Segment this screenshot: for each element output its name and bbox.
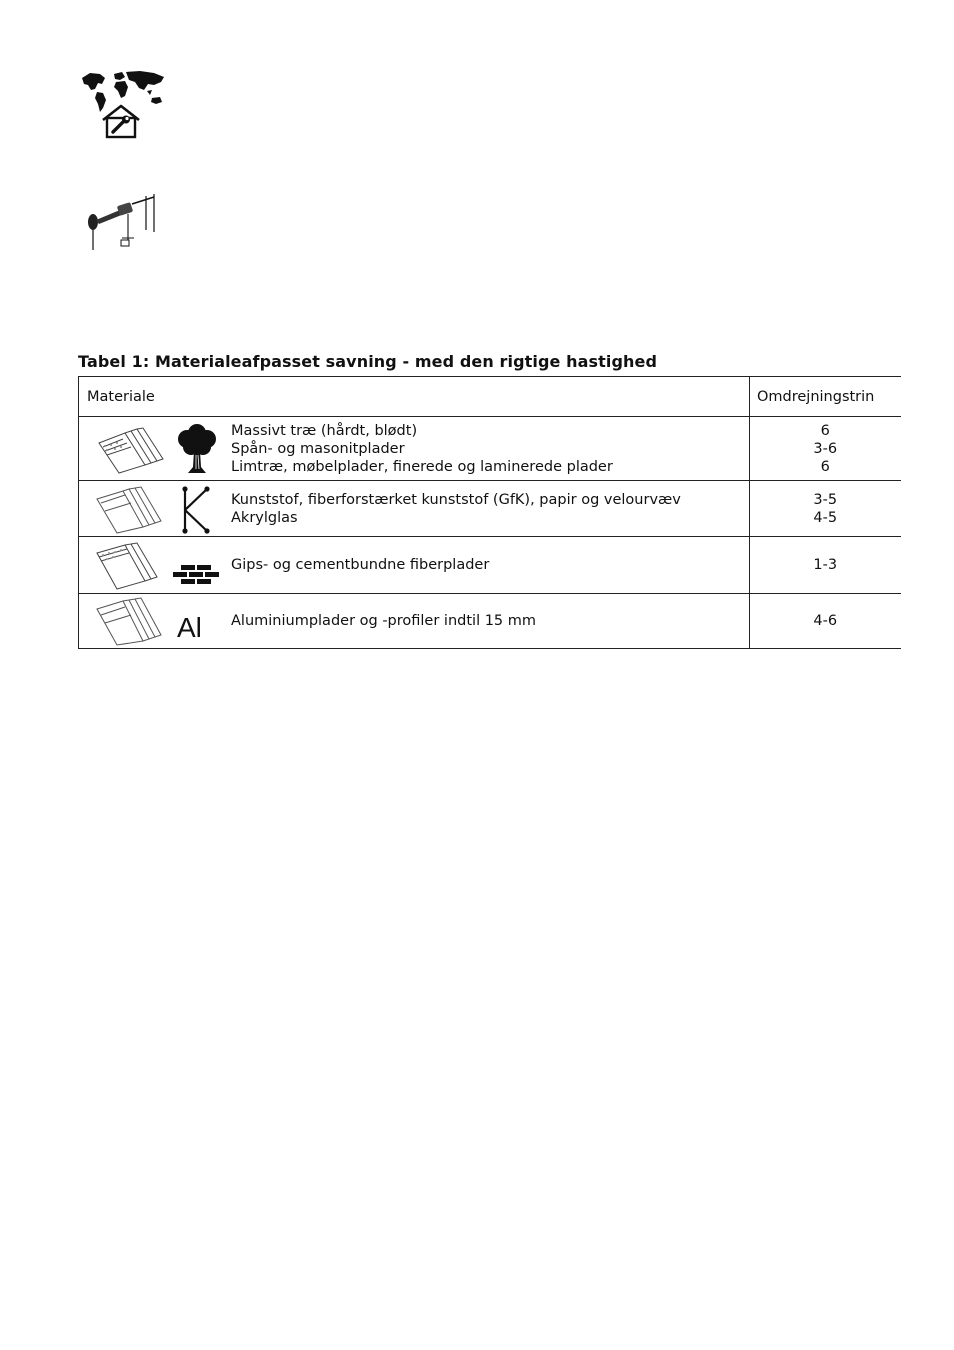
speed-step-cell: [750, 481, 901, 537]
material-label: Kunststof, fiberforstærket kunststof (GfK), papir og velourvæv: [231, 491, 681, 508]
speed-step-value: 6: [820, 422, 830, 439]
speed-step-value: 3-5: [813, 491, 838, 508]
speed-step-value: 4-6: [813, 613, 838, 629]
world-service-icon: [78, 68, 170, 140]
aluminium-symbol: Al: [177, 612, 202, 643]
speed-step-value: 6: [820, 458, 830, 475]
table-row: [79, 594, 901, 649]
speed-step-cell: [750, 537, 901, 594]
material-label: Spån- og masonitplader: [231, 440, 405, 457]
speed-step-cell: [750, 594, 901, 649]
material-label: Akrylglas: [231, 509, 298, 526]
table-row: [79, 481, 901, 537]
speed-step-cell: [750, 417, 901, 481]
plastic-k-icon: [85, 483, 229, 535]
brick-icon: [85, 539, 229, 591]
table-row: [79, 537, 901, 594]
speed-step-value: 3-6: [813, 440, 838, 457]
header-material: Materiale: [79, 377, 750, 417]
material-table: [78, 376, 901, 649]
wood-tree-icon: [85, 423, 229, 475]
material-cell: [79, 417, 750, 481]
material-cell: [79, 481, 750, 537]
speed-step-value: 1-3: [813, 557, 838, 573]
aluminium-icon: [85, 595, 229, 647]
jigsaw-tool-icon: [84, 194, 162, 252]
material-label: Gips- og cementbundne fiberplader: [231, 557, 490, 573]
material-label: Massivt træ (hårdt, blødt): [231, 422, 418, 439]
speed-step-value: 4-5: [813, 509, 838, 526]
header-speed-step: Omdrejningstrin: [750, 377, 901, 417]
material-label: Limtræ, møbelplader, finerede og laminerede plader: [231, 458, 613, 475]
material-cell: [79, 594, 750, 649]
table-row: [79, 417, 901, 481]
material-label: Aluminiumplader og -profiler indtil 15 mm: [231, 613, 537, 629]
table-title: Tabel 1: Materialeafpasset savning - med den rigtige hastighed: [78, 352, 658, 371]
table-header-row: [79, 377, 901, 417]
material-cell: [79, 537, 750, 594]
